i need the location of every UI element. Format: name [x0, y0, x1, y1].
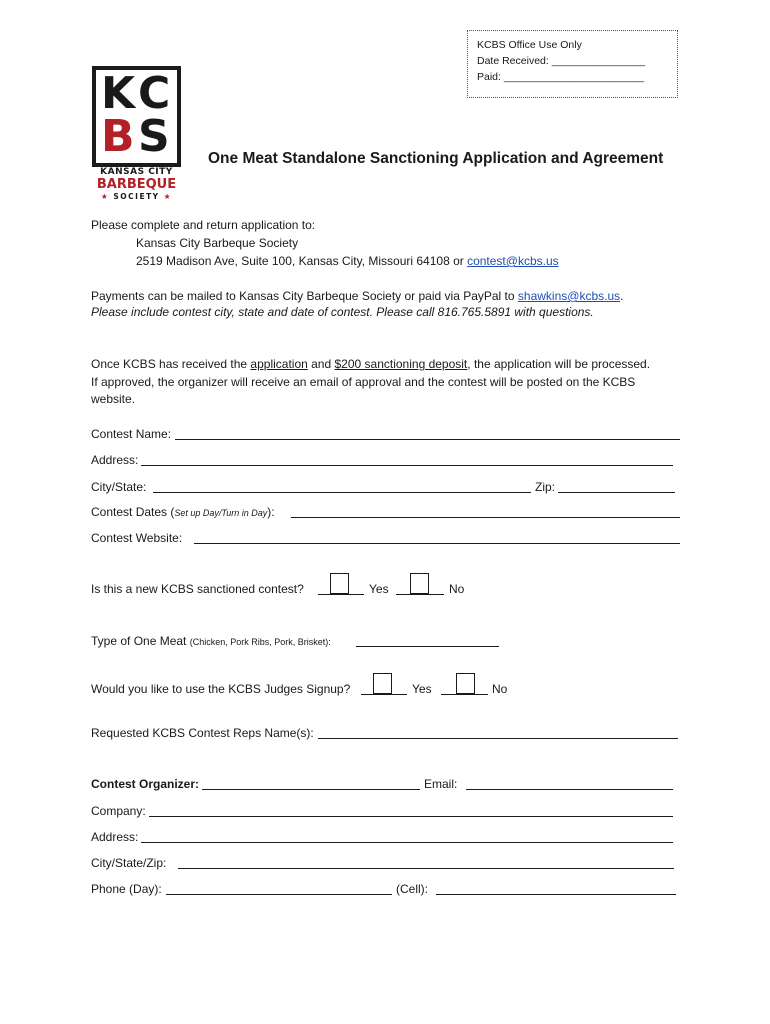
- judges-yes-checkbox[interactable]: [373, 673, 392, 694]
- company-label: Company:: [91, 804, 146, 818]
- logo-barbeque: BARBEQUE: [96, 177, 177, 192]
- payment-note: Please include contest city, state and date of contest. Please call 816.765.5891 with questions.: [91, 305, 594, 319]
- email-field[interactable]: [466, 789, 673, 790]
- logo-kansas-city: KANSAS CITY: [100, 167, 173, 177]
- organizer-address-label: Address:: [91, 830, 139, 844]
- deposit-link[interactable]: $200 sanctioning deposit: [334, 357, 468, 371]
- application-link[interactable]: application: [250, 357, 308, 371]
- organizer-address-field[interactable]: [141, 842, 673, 843]
- process-line-2: If approved, the organizer will receive an email of approval and the contest will be posted on the KCBS: [91, 375, 636, 389]
- address-label: Address:: [91, 453, 139, 467]
- new-contest-yes-checkbox[interactable]: [330, 573, 349, 594]
- process-pre: Once KCBS has received the: [91, 357, 251, 371]
- contest-dates-label: [91, 504, 275, 521]
- process-post: , the application will be processed.: [467, 357, 651, 371]
- judges-yes-label: Yes: [412, 682, 432, 696]
- contest-reps-label: Requested KCBS Contest Reps Name(s):: [91, 726, 314, 740]
- email-label: Email:: [424, 777, 458, 791]
- process-line-3: website.: [91, 392, 136, 406]
- judges-no-checkbox[interactable]: [456, 673, 475, 694]
- contest-email-link[interactable]: contest@kcbs.us: [467, 254, 559, 268]
- process-and: and: [307, 357, 335, 371]
- address-field[interactable]: [141, 465, 673, 466]
- meat-type-label: [91, 633, 331, 650]
- logo-society-line: [92, 193, 181, 201]
- kcbs-logo: [92, 66, 181, 167]
- office-use-heading: KCBS Office Use Only: [477, 39, 582, 51]
- new-contest-yes-line: [318, 594, 364, 595]
- intro-instruction: Please complete and return application to:: [91, 218, 316, 232]
- intro-org: Kansas City Barbeque Society: [136, 236, 299, 250]
- new-contest-question: Is this a new KCBS sanctioned contest?: [91, 582, 304, 596]
- city-state-field[interactable]: [153, 492, 531, 493]
- city-state-label: City/State:: [91, 480, 147, 494]
- new-contest-yes-label: Yes: [369, 582, 389, 596]
- contest-dates-text: Contest Dates (: [91, 505, 175, 519]
- contest-name-field[interactable]: [175, 439, 680, 440]
- logo-letter-b: B: [101, 111, 135, 162]
- company-field[interactable]: [149, 816, 673, 817]
- new-contest-no-line: [396, 594, 444, 595]
- meat-type-text: Type of One Meat: [91, 634, 187, 648]
- zip-label: Zip:: [535, 480, 556, 494]
- logo-letter-k: K: [101, 68, 136, 119]
- city-state-zip-field[interactable]: [178, 868, 674, 869]
- logo-wordmark: [92, 168, 181, 201]
- contest-dates-hint: Set up Day/Turn in Day: [174, 508, 268, 518]
- payment-line: Payments can be mailed to Kansas City Barbeque Society or paid via PayPal to: [91, 289, 518, 303]
- phone-day-field[interactable]: [166, 894, 392, 895]
- judges-signup-question: Would you like to use the KCBS Judges Signup?: [91, 682, 351, 696]
- intro-address-text: 2519 Madison Ave, Suite 100, Kansas City, Missouri 64108 or: [136, 254, 468, 268]
- intro-address: [136, 252, 559, 270]
- meat-type-field[interactable]: [356, 646, 499, 647]
- phone-day-label: Phone (Day):: [91, 882, 162, 896]
- star-icon: ★: [163, 192, 172, 201]
- star-icon: ★: [101, 192, 110, 201]
- contest-website-field[interactable]: [194, 543, 680, 544]
- page-title: One Meat Standalone Sanctioning Application and Agreement: [208, 150, 664, 167]
- contest-name-label: Contest Name:: [91, 427, 172, 441]
- logo-letter-s: S: [138, 111, 170, 162]
- judges-yes-line: [361, 694, 407, 695]
- judges-no-label: No: [492, 682, 508, 696]
- organizer-field[interactable]: [202, 789, 420, 790]
- cell-label: (Cell):: [396, 882, 428, 896]
- contest-reps-field[interactable]: [318, 738, 678, 739]
- city-state-zip-label: City/State/Zip:: [91, 856, 167, 870]
- new-contest-no-checkbox[interactable]: [410, 573, 429, 594]
- office-use-box: [467, 30, 678, 98]
- new-contest-no-label: No: [449, 582, 465, 596]
- paypal-email-link[interactable]: shawkins@kcbs.us: [517, 289, 621, 303]
- logo-society: SOCIETY: [113, 192, 160, 201]
- contest-dates-end: ):: [267, 505, 275, 519]
- judges-no-line: [441, 694, 488, 695]
- date-received-field: Date Received: ________________: [477, 55, 646, 67]
- contest-website-label: Contest Website:: [91, 531, 183, 545]
- organizer-label: Contest Organizer:: [91, 777, 200, 791]
- cell-field[interactable]: [436, 894, 676, 895]
- zip-field[interactable]: [558, 492, 675, 493]
- process-line-1: [91, 355, 650, 373]
- logo-letter-c: C: [138, 68, 171, 119]
- contest-dates-field[interactable]: [291, 517, 680, 518]
- payment-period: .: [620, 289, 624, 303]
- paid-field: Paid: ________________________: [477, 71, 645, 83]
- meat-type-hint: (Chicken, Pork Ribs, Pork, Brisket):: [189, 637, 331, 647]
